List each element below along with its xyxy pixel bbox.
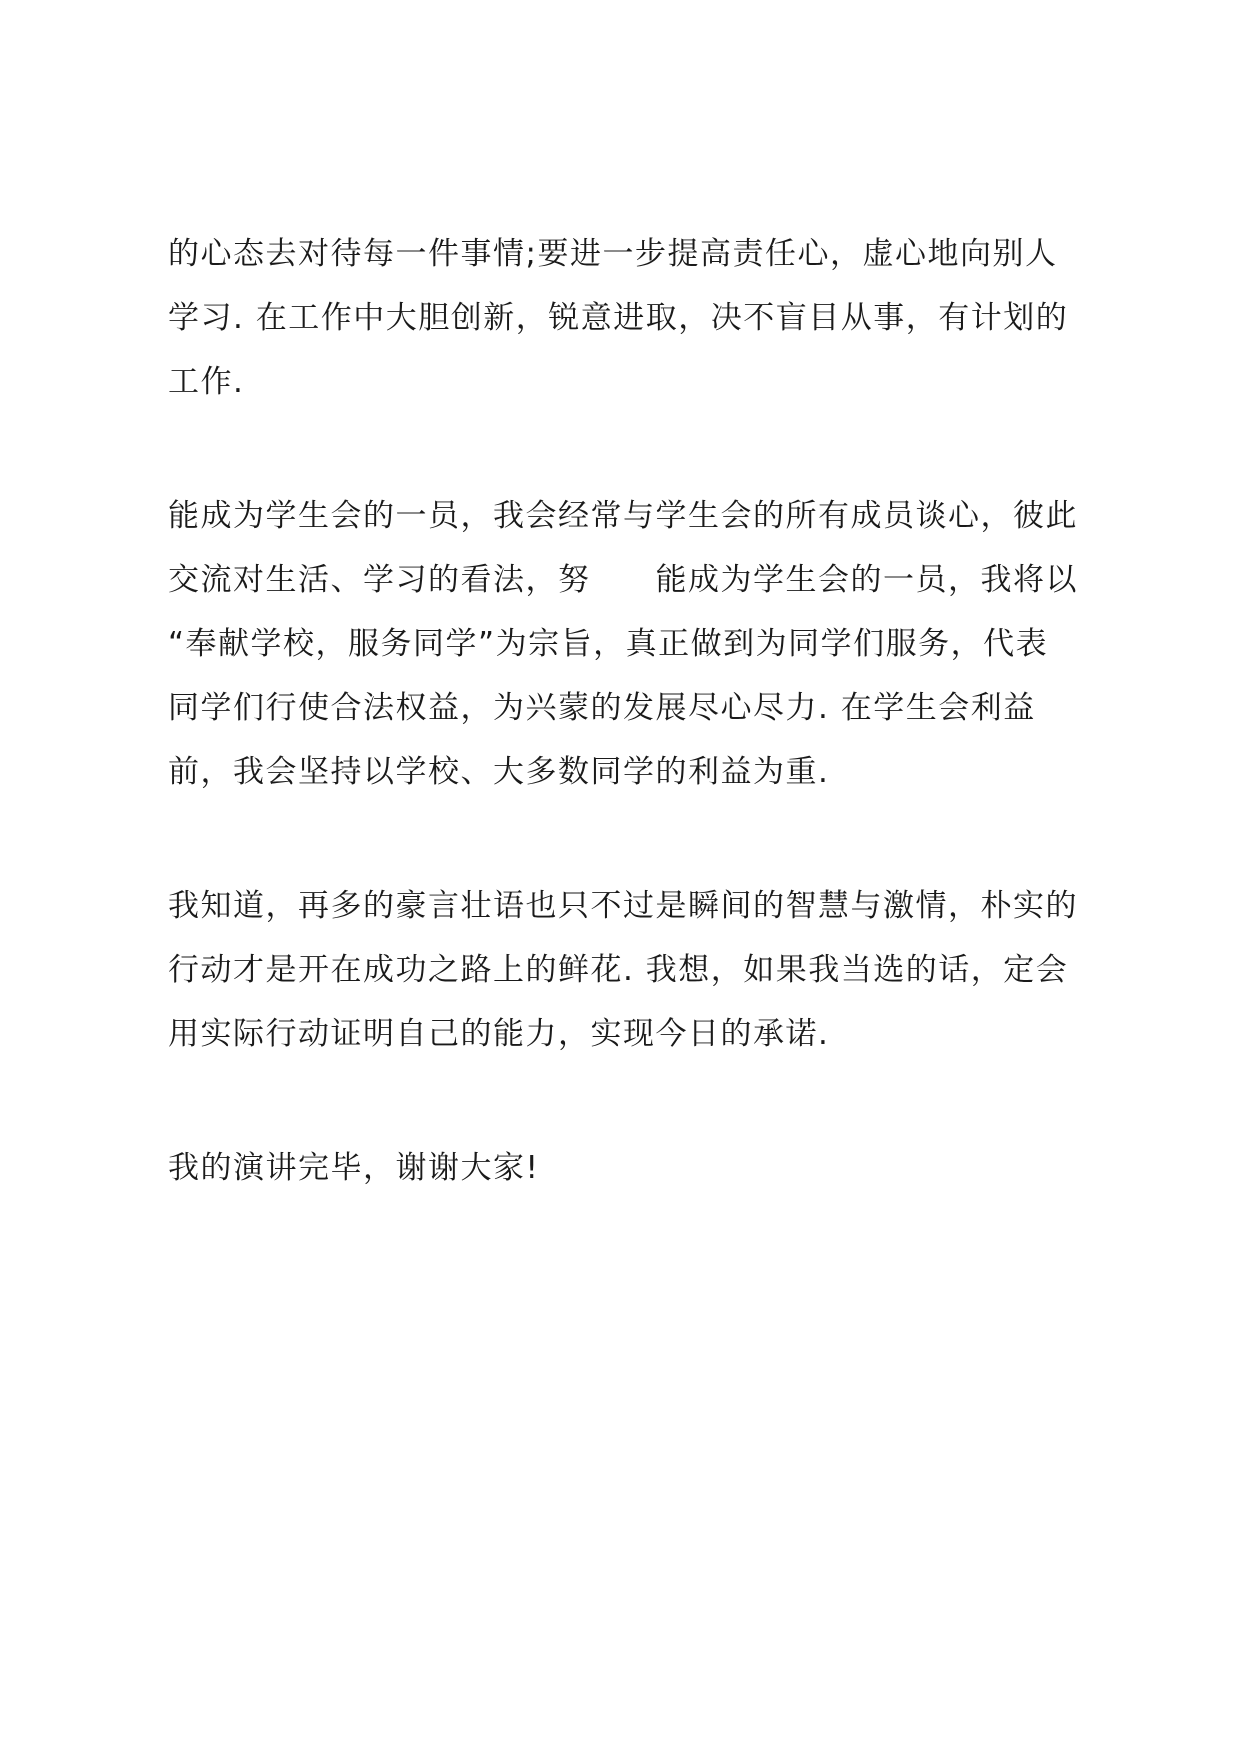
text-line: 行动才是开在成功之路上的鲜花. 我想，如果我当选的话，定会 xyxy=(168,952,1069,988)
text-line: 用实际行动证明自己的能力，实现今日的承诺. xyxy=(168,1016,830,1052)
text-line: 工作. xyxy=(168,364,245,400)
text-line: 学习. 在工作中大胆创新，锐意进取，决不盲目从事，有计划的 xyxy=(168,300,1069,336)
text-line: 交流对生活、学习的看法，努 能成为学生会的一员，我将以 xyxy=(168,562,1078,598)
paragraph-1 xyxy=(168,222,1108,414)
text-line: 的心态去对待每一件事情;要进一步提高责任心，虚心地向别人 xyxy=(168,236,1058,272)
paragraph-4 xyxy=(168,1136,1108,1200)
text-line: “奉献学校，服务同学”为宗旨，真正做到为同学们服务，代表 xyxy=(168,626,1049,662)
text-line: 我知道，再多的豪言壮语也只不过是瞬间的智慧与激情，朴实的 xyxy=(168,888,1078,924)
paragraph-3 xyxy=(168,874,1108,1066)
text-line: 能成为学生会的一员，我会经常与学生会的所有成员谈心，彼此 xyxy=(168,498,1078,534)
paragraph-spacer xyxy=(168,804,1108,874)
paragraph-spacer xyxy=(168,1066,1108,1136)
text-line: 前，我会坚持以学校、大多数同学的利益为重. xyxy=(168,754,830,790)
text-line: 我的演讲完毕，谢谢大家! xyxy=(168,1150,540,1186)
document-body xyxy=(168,222,1108,1200)
paragraph-spacer xyxy=(168,414,1108,484)
text-line: 同学们行使合法权益，为兴蒙的发展尽心尽力. 在学生会利益 xyxy=(168,690,1036,726)
paragraph-2 xyxy=(168,484,1108,804)
